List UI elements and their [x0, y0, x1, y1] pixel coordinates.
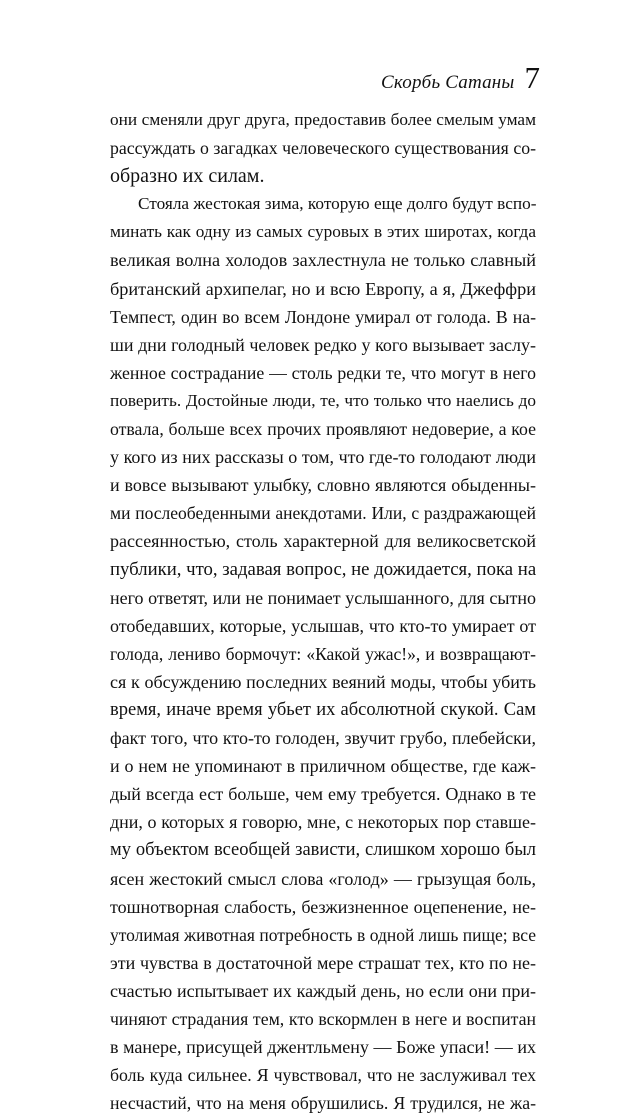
text-line: ши дни голодный человек редко у кого вызывает заслу-: [110, 334, 536, 355]
text-line: образно их силам.: [110, 165, 265, 188]
text-line: дни, о которых я говорю, мне, с некоторых пор ставше-: [110, 812, 536, 833]
text-line: чиняют страдания тем, кто вскормлен в неге и воспитан: [110, 1009, 536, 1029]
text-line: дый всегда ест больше, чем ему требуется. Однако в те: [110, 784, 536, 805]
text-line: великая волна холодов захлестнула не только славный: [110, 250, 536, 271]
text-line: боль куда сильнее. Я чувствовал, что не заслуживал тех: [110, 1065, 536, 1086]
text-line: поверить. Достойные люди, те, что только что наелись до: [110, 390, 536, 410]
text-line: утолимая животная потребность в одной лишь пище; все: [110, 924, 536, 945]
text-line: они сменяли друг друга, предоставив более смелым умам: [110, 110, 536, 129]
text-line: факт того, что кто-то голоден, звучит грубо, плебейски,: [110, 728, 536, 749]
text-line: ясен жестокий смысл слова «голод» — грызущая боль,: [110, 868, 536, 889]
text-line: Темпест, один во всем Лондоне умирал от голода. В на-: [110, 306, 536, 327]
text-line: британский архипелаг, но и всю Европу, а я, Джеффри: [110, 278, 536, 299]
page-number: 7: [524, 60, 540, 95]
text-line: отобедавших, которые, услышав, что кто-то умирает от: [110, 615, 536, 636]
text-line: голода, лениво бормочут: «Какой ужас!», и возвращают-: [110, 643, 536, 664]
text-line: него ответят, или не понимает услышанного, для сытно: [110, 587, 536, 608]
text-line: му объектом всеобщей зависти, слишком хорошо был: [110, 840, 536, 861]
text-line: и вовсе вызывают улыбку, словно являются обыденны-: [110, 475, 536, 496]
text-line: у кого из них рассказы о том, что где-то голодают люди: [110, 447, 536, 468]
text-line: рассуждать о загадках человеческого существования со-: [110, 138, 536, 159]
text-line: минать как одну из самых суровых в этих широтах, когда: [110, 222, 536, 242]
text-line: ся к обсуждению последних веяний моды, чтобы убить: [110, 671, 536, 692]
text-line: время, иначе время убьет их абсолютной скукой. Сам: [110, 699, 536, 720]
text-line: Стояла жестокая зима, которую еще долго будут вспо-: [138, 194, 537, 214]
text-line: и о нем не упоминают в приличном обществе, где каж-: [110, 756, 536, 777]
text-line: рассеянностью, столь характерной для великосветской: [110, 531, 536, 552]
text-line: несчастий, что на меня обрушились. Я трудился, не жа-: [110, 1093, 536, 1114]
text-line: отвала, больше всех прочих проявляют недоверие, а кое: [110, 419, 536, 440]
running-title: Скорбь Сатаны: [381, 72, 515, 93]
running-head: [381, 62, 540, 94]
text-line: счастью испытывает их каждый день, но если они при-: [110, 980, 536, 1001]
text-line: ми послеобеденными анекдотами. Или, с раздражающей: [110, 503, 536, 524]
text-line: эти чувства в достаточной мере страшат тех, кто по не-: [110, 952, 536, 973]
text-line: тошнотворная слабость, безжизненное оцепенение, не-: [110, 896, 536, 917]
text-line: в манере, присущей джентльмену — Боже упаси! — их: [110, 1037, 536, 1058]
body-text: [110, 106, 536, 1117]
text-line: публики, что, задавая вопрос, не дожидается, пока на: [110, 558, 537, 580]
text-line: женное сострадание — столь редки те, что могут в него: [110, 362, 536, 383]
